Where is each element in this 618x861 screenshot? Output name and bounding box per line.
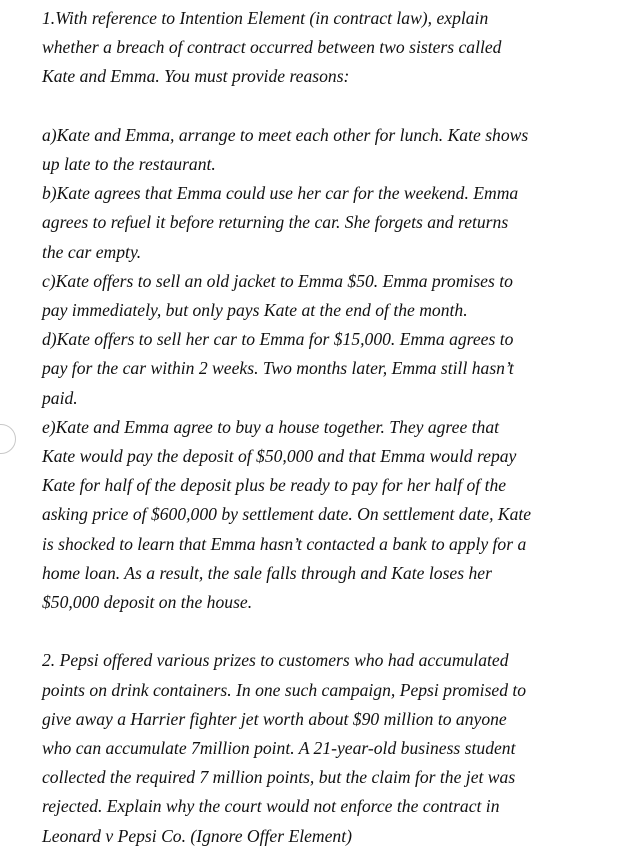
text-line: give away a Harrier fighter jet worth about $90 million to anyone	[42, 708, 507, 729]
text-line: is shocked to learn that Emma hasn’t contacted a bank to apply for a	[42, 533, 527, 554]
question-1-part-b	[42, 179, 602, 267]
text-line: collected the required 7 million points, but the claim for the jet was	[42, 767, 516, 788]
question-1-intro	[42, 4, 602, 92]
text-line: Leonard v Pepsi Co. (Ignore Offer Element)	[42, 825, 352, 846]
text-line: 2. Pepsi offered various prizes to customers who had accumulated	[42, 650, 509, 671]
text-line: pay for the car within 2 weeks. Two months later, Emma still hasn’t	[42, 358, 514, 379]
text-line: pay immediately, but only pays Kate at the end of the month.	[42, 300, 468, 321]
text-line: Kate for half of the deposit plus be ready to pay for her half of the	[42, 475, 507, 496]
text-line: Kate would pay the deposit of $50,000 and that Emma would repay	[42, 446, 517, 467]
text-line: agrees to refuel it before returning the car. She forgets and returns	[42, 212, 509, 233]
text-line: the car empty.	[42, 241, 142, 262]
question-1-part-d	[42, 325, 602, 413]
text-line: $50,000 deposit on the house.	[42, 592, 253, 613]
blank-line	[42, 617, 602, 646]
margin-comment-marker[interactable]	[0, 424, 16, 454]
text-line: b)Kate agrees that Emma could use her car for the weekend. Emma	[42, 183, 519, 204]
text-line: asking price of $600,000 by settlement date. On settlement date, Kate	[42, 504, 532, 525]
text-line: up late to the restaurant.	[42, 154, 216, 174]
blank-line	[42, 92, 602, 121]
text-line: Kate and Emma. You must provide reasons:	[42, 66, 350, 87]
text-line: 1.With reference to Intention Element (in contract law), explain	[42, 8, 489, 28]
question-1-part-e	[42, 413, 602, 617]
text-line: rejected. Explain why the court would not enforce the contract in	[42, 796, 500, 817]
text-line: paid.	[42, 387, 78, 408]
text-line: whether a breach of contract occurred between two sisters called	[42, 37, 502, 58]
text-line: home loan. As a result, the sale falls through and Kate loses her	[42, 562, 492, 583]
text-line: points on drink containers. In one such campaign, Pepsi promised to	[42, 679, 527, 700]
text-line: d)Kate offers to sell her car to Emma for $15,000. Emma agrees to	[42, 329, 514, 350]
text-line: e)Kate and Emma agree to buy a house together. They agree that	[42, 416, 500, 437]
text-line: a)Kate and Emma, arrange to meet each other for lunch. Kate shows	[42, 124, 529, 145]
question-1-part-c	[42, 267, 602, 325]
document-body	[42, 4, 602, 851]
question-2	[42, 646, 602, 850]
text-line: who can accumulate 7million point. A 21-year-old business student	[42, 738, 516, 759]
text-line: c)Kate offers to sell an old jacket to Emma $50. Emma promises to	[42, 270, 513, 291]
question-1-part-a	[42, 121, 602, 179]
